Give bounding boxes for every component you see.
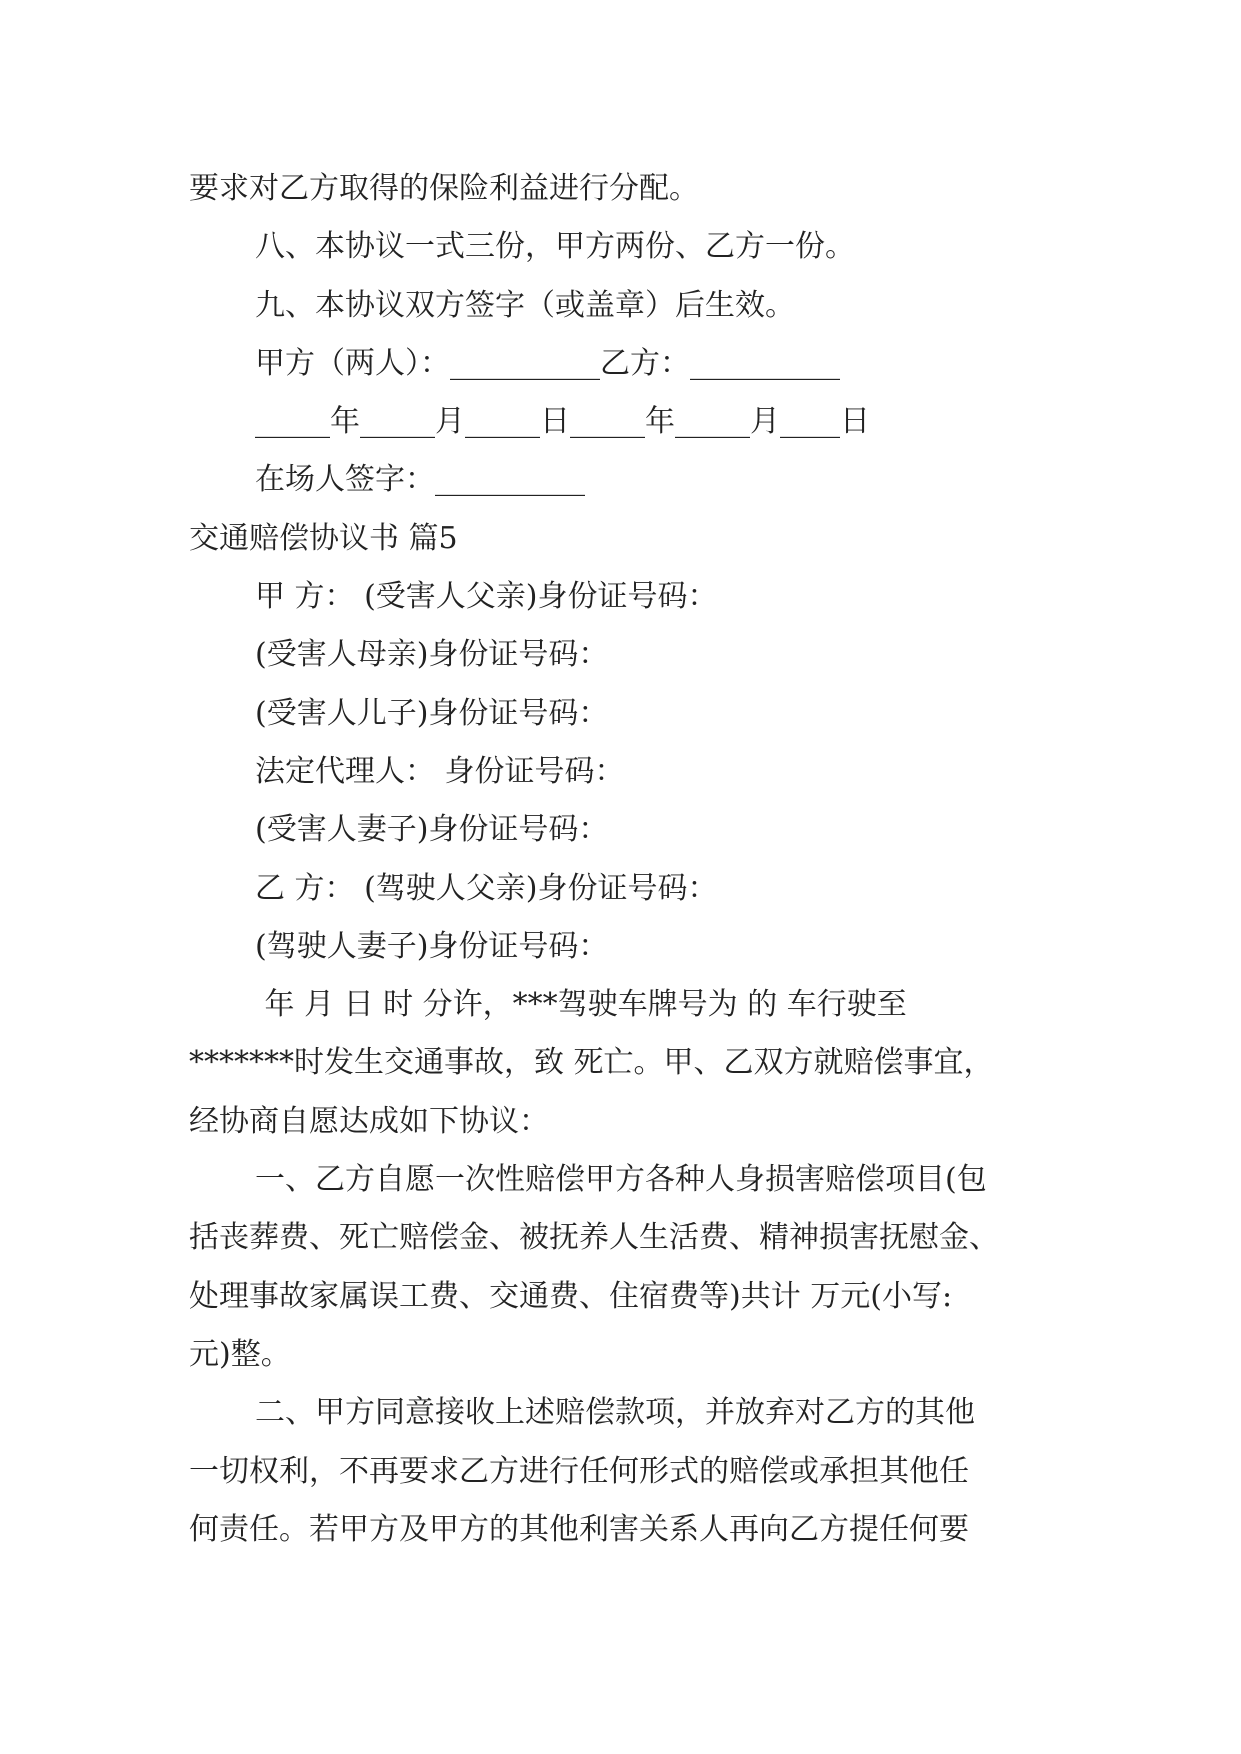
paragraph-line: 一切权利，不再要求乙方进行任何形式的赔偿或承担其他任 [189, 1453, 969, 1489]
paragraph-line: 二、甲方同意接收上述赔偿款项，并放弃对乙方的其他 [255, 1395, 975, 1431]
witness-signature-line: 在场人签字：__________ [255, 462, 585, 498]
paragraph-line: 年 月 日 时 分许，***驾驶车牌号为 的 车行驶至 [255, 987, 907, 1023]
paragraph-line: 经协商自愿达成如下协议： [189, 1103, 549, 1139]
signature-line: 甲方（两人）：__________乙方：__________ [255, 345, 840, 381]
paragraph-line: *******时发生交通事故，致 死亡。甲、乙双方就赔偿事宜， [189, 1045, 994, 1081]
paragraph-line: 一、乙方自愿一次性赔偿甲方各种人身损害赔偿项目(包 [255, 1162, 987, 1198]
paragraph-line: 八、本协议一式三份，甲方两份、乙方一份。 [255, 229, 855, 265]
paragraph-line: 要求对乙方取得的保险利益进行分配。 [189, 171, 699, 206]
party-line: (受害人妻子)身份证号码： [255, 812, 609, 848]
party-line: 甲 方： (受害人父亲)身份证号码： [255, 579, 718, 615]
paragraph-line: 九、本协议双方签字（或盖章）后生效。 [255, 287, 795, 323]
paragraph-line: 处理事故家属误工费、交通费、住宿费等)共计 万元(小写: [189, 1278, 953, 1314]
document-body [189, 160, 1059, 1559]
paragraph-line: 何责任。若甲方及甲方的其他利害关系人再向乙方提任何要 [189, 1511, 969, 1547]
paragraph-line: 元)整。 [189, 1336, 291, 1372]
party-line: (驾驶人妻子)身份证号码： [255, 928, 609, 964]
party-line: 乙 方： (驾驶人父亲)身份证号码： [255, 870, 718, 906]
paragraph-line: 括丧葬费、死亡赔偿金、被抚养人生活费、精神损害抚慰金、 [189, 1220, 999, 1256]
party-line: (受害人母亲)身份证号码： [255, 637, 609, 673]
date-line: _____年_____月_____日_____年_____月____日 [255, 404, 870, 440]
section-heading: 交通赔偿协议书 篇5 [189, 520, 458, 556]
party-line: 法定代理人： 身份证号码： [255, 753, 625, 789]
party-line: (受害人儿子)身份证号码： [255, 695, 609, 731]
